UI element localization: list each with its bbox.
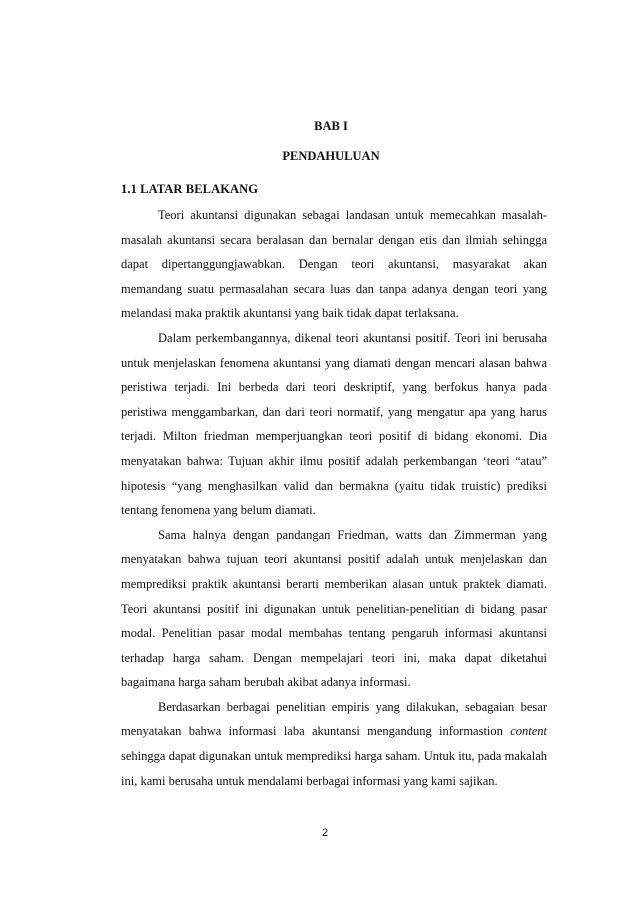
- paragraph-4-text-after: sehingga dapat digunakan untuk memprediksi harga saham. Untuk itu, pada makalah ini, kami berusaha untuk mendalami berbagai informasi yang kami sajikan.: [121, 749, 547, 788]
- paragraph-1: Teori akuntansi digunakan sebagai landasan untuk memecahkan masalah-masalah akuntansi secara beralasan dan bernalar dengan etis dan ilmiah sehingga dapat dipertanggungjawabkan. Dengan teori akuntansi, masyarakat akan memandang suatu permasalahan secara luas dan tanpa adanya dengan teori yang melandasi maka praktik akuntansi yang baik tidak dapat terlaksana.: [121, 208, 547, 321]
- paragraph-4-text-before: Berdasarkan berbagai penelitian empiris yang dilakukan, sebagaian besar menyatakan bahwa informasi laba akuntansi mengandung informastion: [121, 699, 547, 739]
- paragraph-2: Dalam perkembangannya, dikenal teori akuntansi positif. Teori ini berusaha untuk menjelaskan fenomena akuntansi yang diamati dengan mencari alasan bahwa peristiwa terjadi. Ini berbeda dari teori deskriptif, yang berfokus hanya pada peristiwa menggambarkan, dan dari teori normatif, yang mengatur apa yang harus terjadi. Milton friedman memperjuangkan teori positif di bidang ekonomi. Dia menyatakan bahwa: Tujuan akhir ilmu positif adalah perkembangan ‘teori “atau” hipotesis “yang menghasilkan valid dan bermakna (yaitu tidak truistic) prediksi tentang fenomena yang belum diamati.: [121, 330, 547, 518]
- page-number: 2: [321, 827, 329, 839]
- chapter-title: PENDAHULUAN: [282, 149, 380, 163]
- paragraph-3: Sama halnya dengan pandangan Friedman, watts dan Zimmerman yang menyatakan bahwa tujuan teori akuntansi positif adalah untuk menjelaskan dan memprediksi praktik akuntansi berarti memberikan alasan untuk praktek diamati. Teori akuntansi positif ini digunakan untuk penelitian-penelitian di bidang pasar modal. Penelitian pasar modal membahas tentang pengaruh informasi akuntansi terhadap harga saham. Dengan mempelajari teori ini, maka dapat diketahui bagaimana harga saham berubah akibat adanya informasi.: [121, 527, 547, 690]
- body-text: [121, 203, 547, 793]
- chapter-number: BAB I: [314, 119, 348, 133]
- section-heading: 1.1 LATAR BELAKANG: [121, 182, 259, 196]
- paragraph-4: [121, 695, 547, 793]
- paragraph-4-italic-word: content: [510, 724, 547, 739]
